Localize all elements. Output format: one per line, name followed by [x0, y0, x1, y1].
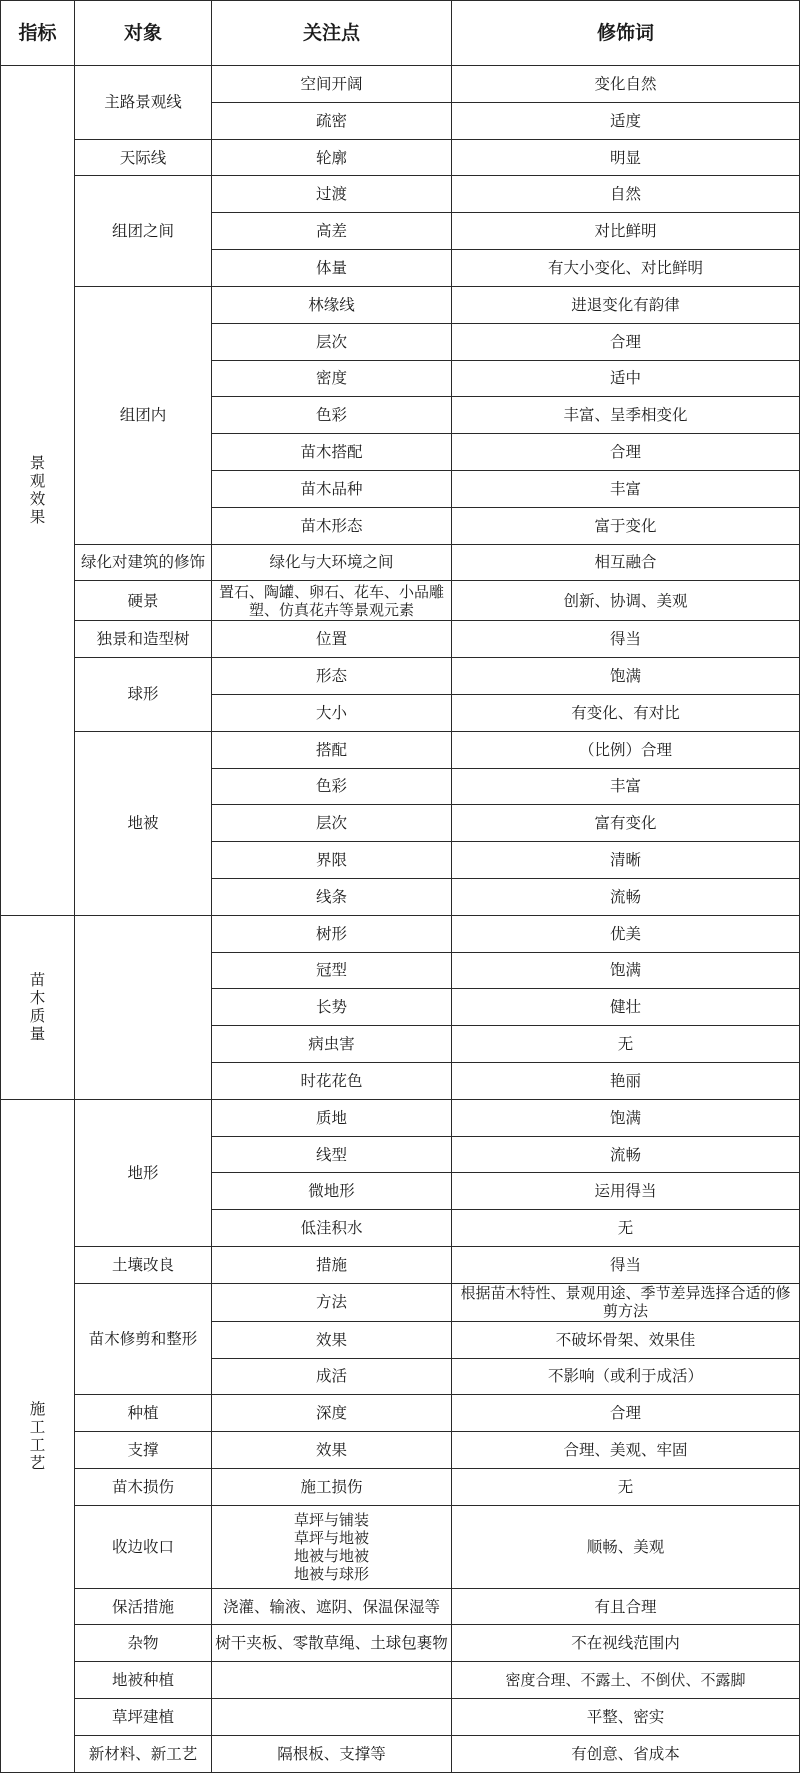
category-construction-craft: 施 工 工 艺	[1, 1099, 75, 1772]
table-row	[1, 1099, 800, 1136]
focus-cell: 空间开阔	[212, 66, 452, 103]
object-cell: 杂物	[75, 1625, 212, 1662]
focus-cell: 病虫害	[212, 1026, 452, 1063]
header-indicator: 指标	[1, 1, 75, 66]
modifier-cell: 艳丽	[452, 1063, 800, 1100]
focus-cell	[212, 1662, 452, 1699]
modifier-cell: 合理	[452, 323, 800, 360]
focus-line: 地被与球形	[293, 1564, 369, 1583]
table-row	[1, 1395, 800, 1432]
modifier-cell: 丰富	[452, 768, 800, 805]
object-cell: 种植	[75, 1395, 212, 1432]
modifier-cell: 适中	[452, 360, 800, 397]
object-cell: 土壤改良	[75, 1247, 212, 1284]
table-row	[1, 581, 800, 621]
table-row	[1, 1432, 800, 1469]
modifier-cell: 饱满	[452, 658, 800, 695]
table-row	[1, 1588, 800, 1625]
focus-cell: 微地形	[212, 1173, 452, 1210]
focus-cell: 深度	[212, 1395, 452, 1432]
focus-cell: 形态	[212, 658, 452, 695]
table-row	[1, 1283, 800, 1321]
focus-cell: 苗木形态	[212, 507, 452, 544]
table-row	[1, 1247, 800, 1284]
focus-cell-multiline	[212, 1505, 452, 1588]
modifier-cell: 优美	[452, 915, 800, 952]
focus-cell: 效果	[212, 1432, 452, 1469]
focus-cell: 密度	[212, 360, 452, 397]
object-cell: 地被种植	[75, 1662, 212, 1699]
focus-cell: 低洼积水	[212, 1210, 452, 1247]
focus-cell: 层次	[212, 805, 452, 842]
focus-line: 草坪与地被	[293, 1528, 369, 1547]
modifier-cell: 流畅	[452, 1136, 800, 1173]
focus-cell: 苗木搭配	[212, 434, 452, 471]
focus-cell: 隔根板、支撑等	[212, 1735, 452, 1772]
object-cell: 独景和造型树	[75, 621, 212, 658]
focus-cell: 高差	[212, 213, 452, 250]
focus-cell: 浇灌、输液、遮阴、保温保湿等	[212, 1588, 452, 1625]
object-cell: 组团内	[75, 286, 212, 544]
focus-cell: 疏密	[212, 102, 452, 139]
modifier-cell: 富于变化	[452, 507, 800, 544]
object-cell: 主路景观线	[75, 66, 212, 140]
modifier-cell: 健壮	[452, 989, 800, 1026]
table-row	[1, 1468, 800, 1505]
modifier-cell: 对比鲜明	[452, 213, 800, 250]
object-cell: 硬景	[75, 581, 212, 621]
modifier-cell: 合理、美观、牢固	[452, 1432, 800, 1469]
focus-line: 地被与地被	[293, 1546, 369, 1565]
modifier-cell: 清晰	[452, 842, 800, 879]
object-cell: 绿化对建筑的修饰	[75, 544, 212, 581]
modifier-cell: 不影响（或利于成活）	[452, 1358, 800, 1395]
modifier-cell: 适度	[452, 102, 800, 139]
object-cell: 保活措施	[75, 1588, 212, 1625]
modifier-cell: 无	[452, 1026, 800, 1063]
modifier-cell: 不在视线范围内	[452, 1625, 800, 1662]
table-row	[1, 1699, 800, 1736]
focus-cell: 线型	[212, 1136, 452, 1173]
focus-cell	[212, 1699, 452, 1736]
modifier-cell: 有大小变化、对比鲜明	[452, 250, 800, 287]
focus-cell: 方法	[212, 1283, 452, 1321]
modifier-cell: 进退变化有韵律	[452, 286, 800, 323]
table-row	[1, 621, 800, 658]
focus-cell: 位置	[212, 621, 452, 658]
table-row	[1, 1505, 800, 1588]
focus-cell: 效果	[212, 1321, 452, 1358]
modifier-cell: 饱满	[452, 952, 800, 989]
object-cell-empty	[75, 915, 212, 1099]
modifier-cell: 丰富、呈季相变化	[452, 397, 800, 434]
modifier-cell: 自然	[452, 176, 800, 213]
focus-cell: 层次	[212, 323, 452, 360]
table-row	[1, 1625, 800, 1662]
modifier-cell: 合理	[452, 1395, 800, 1432]
modifier-cell: 根据苗木特性、景观用途、季节差异选择合适的修剪方法	[452, 1283, 800, 1321]
table-row	[1, 1662, 800, 1699]
focus-cell: 大小	[212, 694, 452, 731]
table-row	[1, 66, 800, 103]
modifier-cell: 有创意、省成本	[452, 1735, 800, 1772]
modifier-cell: 变化自然	[452, 66, 800, 103]
modifier-cell: 不破坏骨架、效果佳	[452, 1321, 800, 1358]
modifier-cell: 相互融合	[452, 544, 800, 581]
modifier-cell: 丰富	[452, 470, 800, 507]
header-focus: 关注点	[212, 1, 452, 66]
focus-cell: 过渡	[212, 176, 452, 213]
focus-cell: 施工损伤	[212, 1468, 452, 1505]
object-cell: 组团之间	[75, 176, 212, 286]
modifier-cell: 得当	[452, 621, 800, 658]
focus-cell: 成活	[212, 1358, 452, 1395]
modifier-cell: 有且合理	[452, 1588, 800, 1625]
modifier-cell: 创新、协调、美观	[452, 581, 800, 621]
modifier-cell: 得当	[452, 1247, 800, 1284]
modifier-cell: 运用得当	[452, 1173, 800, 1210]
modifier-cell: 平整、密实	[452, 1699, 800, 1736]
modifier-cell: 顺畅、美观	[452, 1505, 800, 1588]
object-cell: 天际线	[75, 139, 212, 176]
focus-cell: 轮廓	[212, 139, 452, 176]
object-cell: 球形	[75, 658, 212, 732]
table-row	[1, 139, 800, 176]
focus-cell: 绿化与大环境之间	[212, 544, 452, 581]
focus-cell: 措施	[212, 1247, 452, 1284]
header-row	[1, 1, 800, 66]
modifier-cell: （比例）合理	[452, 731, 800, 768]
object-cell: 新材料、新工艺	[75, 1735, 212, 1772]
table-row	[1, 915, 800, 952]
table-row	[1, 658, 800, 695]
object-cell: 地形	[75, 1099, 212, 1246]
focus-cell: 色彩	[212, 768, 452, 805]
modifier-cell: 明显	[452, 139, 800, 176]
focus-cell: 林缘线	[212, 286, 452, 323]
modifier-cell: 富有变化	[452, 805, 800, 842]
focus-cell: 时花花色	[212, 1063, 452, 1100]
modifier-cell: 饱满	[452, 1099, 800, 1136]
focus-cell: 界限	[212, 842, 452, 879]
focus-cell: 树形	[212, 915, 452, 952]
object-cell: 苗木损伤	[75, 1468, 212, 1505]
focus-cell: 体量	[212, 250, 452, 287]
modifier-cell: 合理	[452, 434, 800, 471]
focus-cell: 苗木品种	[212, 470, 452, 507]
focus-cell: 质地	[212, 1099, 452, 1136]
object-cell: 支撑	[75, 1432, 212, 1469]
modifier-cell: 有变化、有对比	[452, 694, 800, 731]
object-cell: 草坪建植	[75, 1699, 212, 1736]
category-seedling-quality: 苗 木 质 量	[1, 915, 75, 1099]
table-row	[1, 176, 800, 213]
table-row	[1, 731, 800, 768]
focus-cell: 置石、陶罐、卵石、花车、小品雕塑、仿真花卉等景观元素	[212, 581, 452, 621]
focus-cell: 长势	[212, 989, 452, 1026]
table-row	[1, 1735, 800, 1772]
focus-cell: 搭配	[212, 731, 452, 768]
focus-line: 草坪与铺装	[293, 1510, 369, 1529]
object-cell: 收边收口	[75, 1505, 212, 1588]
focus-cell: 冠型	[212, 952, 452, 989]
modifier-cell: 无	[452, 1210, 800, 1247]
modifier-cell: 密度合理、不露土、不倒伏、不露脚	[452, 1662, 800, 1699]
table-row	[1, 544, 800, 581]
header-object: 对象	[75, 1, 212, 66]
table-row	[1, 286, 800, 323]
focus-cell: 线条	[212, 878, 452, 915]
modifier-cell: 流畅	[452, 878, 800, 915]
header-modifier: 修饰词	[452, 1, 800, 66]
object-cell: 苗木修剪和整形	[75, 1283, 212, 1394]
focus-cell: 色彩	[212, 397, 452, 434]
focus-cell: 树干夹板、零散草绳、土球包裹物	[212, 1625, 452, 1662]
modifier-cell: 无	[452, 1468, 800, 1505]
category-landscape-effect: 景 观 效 果	[1, 66, 75, 916]
object-cell: 地被	[75, 731, 212, 915]
